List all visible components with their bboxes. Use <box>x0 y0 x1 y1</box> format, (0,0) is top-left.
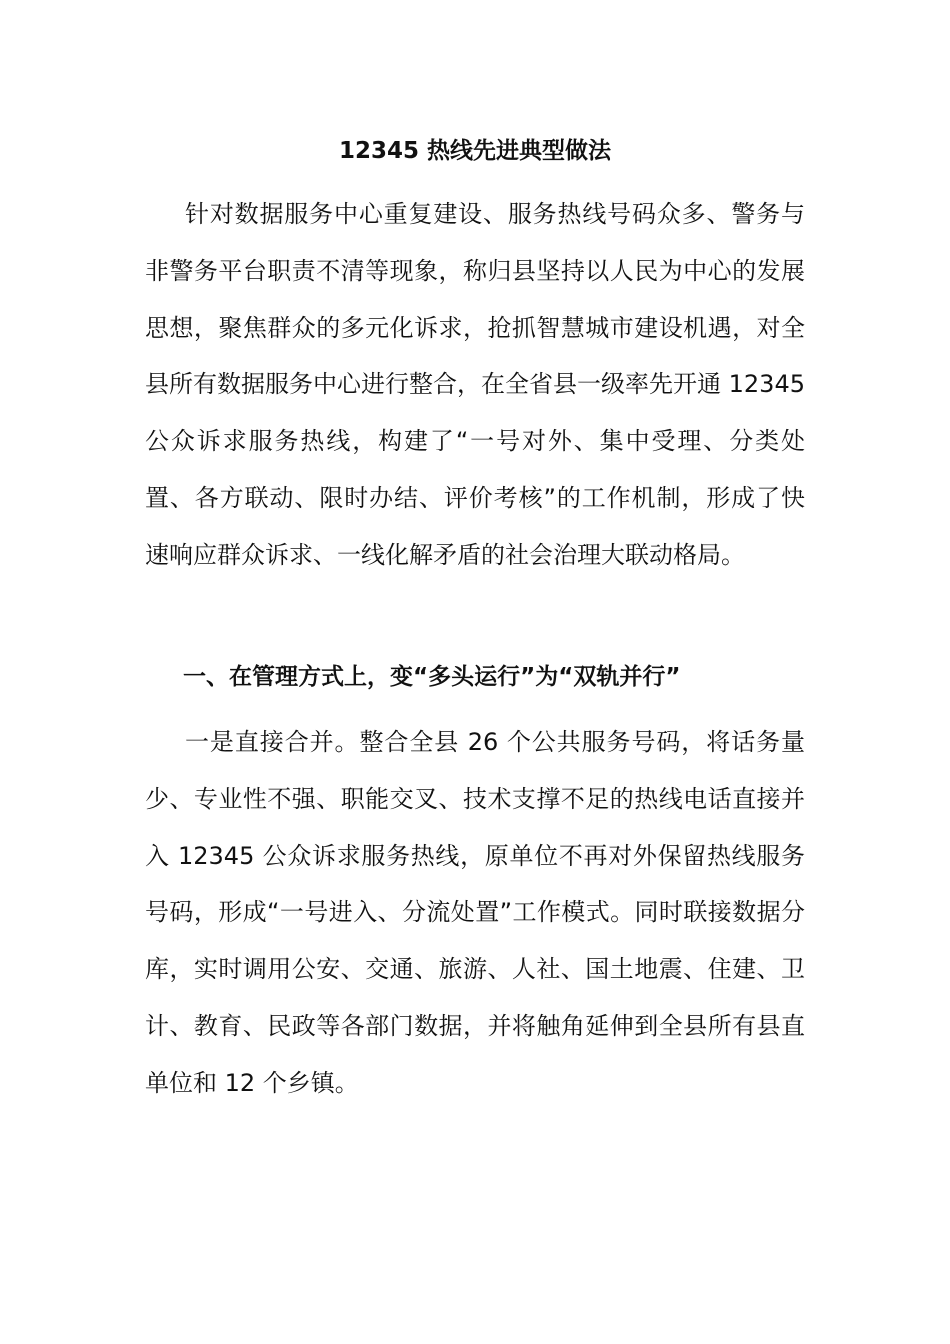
body-paragraph-1: 针对数据服务中心重复建设、服务热线号码众多、警务与非警务平台职责不清等现象，称归县坚持以人民为中心的发展思想，聚焦群众的多元化诉求，抢抓智慧城市建设机遇，对全县所有数据服务中心进行整合，在全省县一级率先开通 12345 公众诉求服务热线，构建了“一号对外、集中受理、分类处置、各方联动、限时办结、评价考核”的工作机制，形成了快速响应群众诉求、一线化解矛盾的社会治理大联动格局。 <box>145 200 805 569</box>
body-paragraph-2: 一是直接合并。整合全县 26 个公共服务号码，将话务量少、专业性不强、职能交叉、技术支撑不足的热线电话直接并入 12345 公众诉求服务热线，原单位不再对外保留热线服务号码，形成“一号进入、分流处置”工作模式。同时联接数据分库，实时调用公安、交通、旅游、人社、国土地震、住建、卫计、教育、民政等各部门数据，并将触角延伸到全县所有县直单位和 12 个乡镇。 <box>145 728 805 1097</box>
section-heading-1: 一、在管理方式上，变“多头运行”为“双轨并行” <box>183 664 681 690</box>
document-title: 12345 热线先进典型做法 <box>338 138 612 164</box>
